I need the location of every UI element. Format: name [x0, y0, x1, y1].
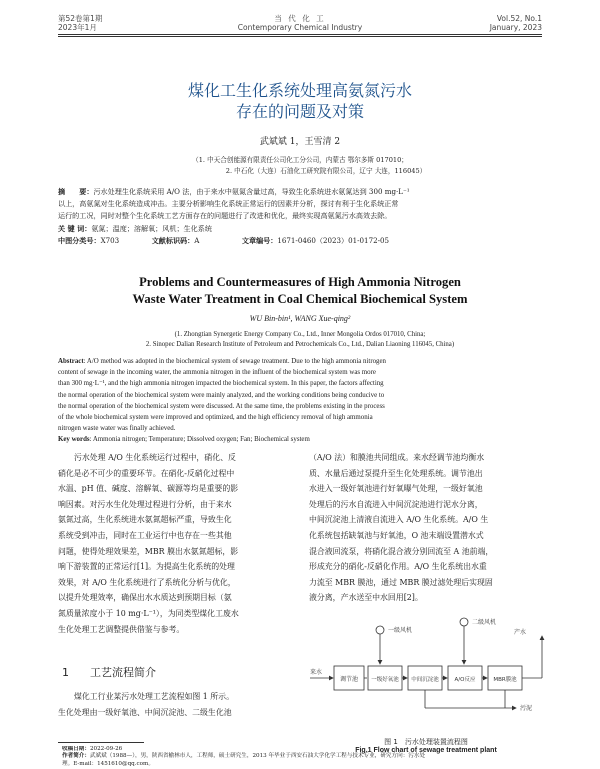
journal-name-cn: 当 代 化 工	[274, 14, 326, 23]
body-line: 生化处理工艺调整提供借鉴与参考。	[58, 624, 185, 634]
author-bio-2: 理。E-mail：1451610@qq.com。	[62, 760, 154, 767]
body-line: 生化处理由一级好氧池、中间沉淀池、二级生化池	[58, 707, 232, 717]
body-line: 水进入一级好氧池进行好氧曝气处理，一级好氧池	[309, 484, 483, 494]
doc-code-label: 文献标识码：	[151, 235, 195, 245]
body-line: 氮质量浓度小于 10 mg·L⁻¹），为同类型煤化工废水	[58, 608, 239, 618]
body-line: 化系统包括缺氧池与好氧池，O 池末端设置潜水式	[309, 530, 484, 540]
body-line: 响因素。对污水生化处理过程进行分析，由于来水	[58, 499, 232, 509]
body-line: 形成充分的硝化-反硝化作用。A/O 生化系统出水重	[309, 562, 487, 572]
inflow-label: 来水	[310, 669, 323, 676]
abstract-cn-line-2: 以上，高氨氮对生化系统造成冲击。主要分析影响生化系统正常运行的因素并分析，探讨有利于生化系统正常	[58, 199, 399, 209]
body-line: 响下游装置的正常运行[1]。为提高生化系统的处理	[58, 562, 235, 572]
abstract-cn-line-3: 运行的工况，同时对整个生化系统工艺方面存在的问题进行了改进和优化，最终实现高氨氮污水高效去除。	[58, 211, 392, 221]
body-line: 污水处理 A/O 生化系统运行过程中，硝化、反	[74, 453, 236, 462]
blower-2-icon	[460, 618, 496, 664]
abstract-en-line-3: than 300 mg·L⁻¹, and the high ammonia nitrogen impacted the biochemical system. In this paper, the factors affecting	[58, 380, 384, 388]
body-line: 处理后的污水自流进入中间沉淀池进行泥水分离，	[309, 499, 483, 509]
abstract-cn-line-1: 污水处理生化系统采用 A/O 法，由于来水中氨氮含量过高，导致生化系统进水氨氮达到 300 mg·L⁻¹	[93, 187, 410, 196]
tank-clarifier-label: 中间沉淀池	[411, 677, 439, 683]
abstract-en-line-7: nitrogen waste water was finally achieved.	[58, 425, 176, 433]
abstract-en-line-6: of the whole biochemical system were improved and optimized, and the high efficiency removal of high ammonia	[58, 414, 373, 422]
author-bio-label: 作者简介：	[62, 753, 90, 760]
section-number: 1	[62, 666, 69, 679]
figure-caption-cn: 图 1 污水处理装置流程图	[384, 738, 468, 746]
footnote	[62, 746, 542, 768]
blower-2-label: 二级风机	[472, 619, 497, 626]
blower-1-label: 一级风机	[388, 627, 413, 634]
abstract-cn	[58, 186, 544, 247]
body-line: （A/O 法）和膜池共同组成。来水经调节池均衡水	[309, 453, 485, 462]
abstract-en-line-4: the normal operation of the biochemical system were mainly analyzed, and the working conditions being conducive to	[58, 391, 385, 399]
keywords-cn-label: 关 键 词：	[58, 223, 92, 233]
affiliation-cn-2: 2. 中石化（大连）石油化工研究院有限公司，辽宁 大连，116045）	[225, 167, 427, 175]
body-line: 以提升处理效率，确保出水水质达到预期目标（氨	[58, 593, 232, 603]
volume-en: Vol.52, No.1	[496, 14, 542, 23]
affiliation-cn-1: （1. 中天合创能源有限责任公司化工分公司，内蒙古 鄂尔多斯 017010；	[192, 156, 408, 164]
product-water-label: 产水	[514, 629, 527, 636]
authors-en: WU Bin-bin¹, WANG Xue-qing²	[249, 314, 351, 323]
keywords-en: : Ammonia nitrogen; Temperature; Dissolved oxygen; Fan; Biochemical system	[89, 436, 310, 444]
clc-value: X703	[100, 235, 120, 245]
tank-equalization-label: 调节池	[339, 676, 359, 683]
body-line: 力流至 MBR 膜池，通过 MBR 膜过滤处理后实现固	[309, 577, 493, 587]
journal-name-en: Contemporary Chemical Industry	[237, 23, 363, 32]
abstract-en-line-2: content of sewage in the incoming water, the ammonia nitrogen in the influent of the biochemical system was more	[58, 369, 376, 377]
body-line: 液分离，产水送至中水回用[2]。	[309, 593, 423, 603]
flow-chart-figure	[306, 612, 546, 730]
section-heading	[62, 664, 156, 680]
body-line: 水温、pH 值、碱度、溶解氧、碳源等均是重要的影	[58, 484, 239, 494]
authors-cn: 武斌斌 1，王雪清 2	[259, 137, 341, 147]
affiliation-en-2: 2. Sinopec Dalian Research Institute of Petroleum and Petrochemicals Co., Ltd., Dalian Liaoning 116045, China)	[145, 341, 455, 348]
tank-mbr-label: MBR膜池	[493, 677, 517, 683]
sludge-label: 污泥	[520, 705, 533, 712]
title-en-line-1: Problems and Countermeasures of High Ammonia Nitrogen	[139, 275, 461, 289]
abstract-en-line-5: the normal operation of the biochemical system were discussed. At the same time, the problems existing in the process	[58, 402, 385, 410]
tank-ao-reactor-label: A/O反应	[454, 677, 476, 683]
title-en-line-2: Waste Water Treatment in Coal Chemical Biochemical System	[132, 292, 468, 306]
doc-code-value: A	[194, 235, 200, 245]
keywords-en-label: Key words	[58, 436, 90, 444]
affiliation-en-1: (1. Zhongtian Synergetic Energy Company Co., Ltd., Inner Mongolia Ordos 017010, China;	[174, 331, 426, 338]
article-no-value: 1671-0460（2023）01-0172-05	[277, 235, 390, 245]
received-date: 2022-09-26	[89, 746, 123, 752]
title-cn-line-2: 存在的问题及对策	[235, 102, 364, 121]
body-line: 混合液回流泵，将硝化混合液分别回流至 A 池前端，	[309, 546, 494, 556]
date-cn: 2023年1月	[58, 23, 97, 32]
blower-1-icon	[376, 626, 412, 664]
body-line: 效果，对 A/O 生化系统进行了系统化分析与优化，	[58, 577, 236, 587]
header-rule	[58, 34, 542, 35]
abstract-en	[58, 356, 548, 446]
abstract-en-line-1: : A/O method was adopted in the biochemical system of sewage treatment. Due to the high ammonia nitrogen	[83, 358, 387, 365]
body-line: 质、水量后通过泵提升至生化处理系统。调节池出	[309, 468, 483, 478]
body-left-column	[58, 450, 300, 637]
date-en: January, 2023	[489, 23, 542, 32]
author-bio: 武斌斌（1988—），男，陕西省榆林市人，工程师，硕士研究生，2013 年毕业于西安石油大学化学工程与技术专业，研究方向：污水处	[89, 753, 426, 760]
received-label: 收稿日期：	[62, 746, 90, 752]
header-rule-2	[58, 36, 542, 37]
body-line: 中间沉淀池上清液自流进入 A/O 生化系统。A/O 生	[309, 515, 489, 525]
body-line: 问题，使得处理效果差，MBR 膜出水氨氮超标，影	[58, 546, 239, 556]
abstract-en-label: Abstract	[58, 358, 84, 365]
abstract-cn-label: 摘 要：	[58, 187, 94, 196]
body-line: 氨氮过高，生化系统进水氨氮超标严重，导致生化	[58, 515, 232, 525]
figure-caption-en: Fig.1 Flow chart of sewage treatment plant	[355, 747, 497, 754]
tank-primary-aerobic-label: 一级好氧池	[371, 677, 399, 683]
section-title: 工艺流程简介	[90, 666, 156, 679]
body-right-column	[309, 450, 545, 606]
article-no-label: 文章编号：	[241, 235, 278, 245]
footnote-rule	[58, 742, 144, 743]
body-line: 硝化是必不可少的重要环节。在硝化-反硝化过程中	[58, 468, 235, 478]
body-line: 煤化工行业某污水处理工艺流程如图 1 所示。	[74, 692, 234, 701]
clc-label: 中图分类号：	[58, 235, 101, 245]
title-cn-line-1: 煤化工生化系统处理高氨氮污水	[187, 81, 412, 100]
body-left-column-2	[58, 689, 300, 720]
volume-cn: 第52卷第1期	[58, 14, 103, 23]
body-line: 系统受到冲击，同时在工业运行中也存在一些其他	[58, 530, 232, 540]
keywords-cn: 氨氮；温度；溶解氧；风机；生化系统	[91, 223, 212, 233]
